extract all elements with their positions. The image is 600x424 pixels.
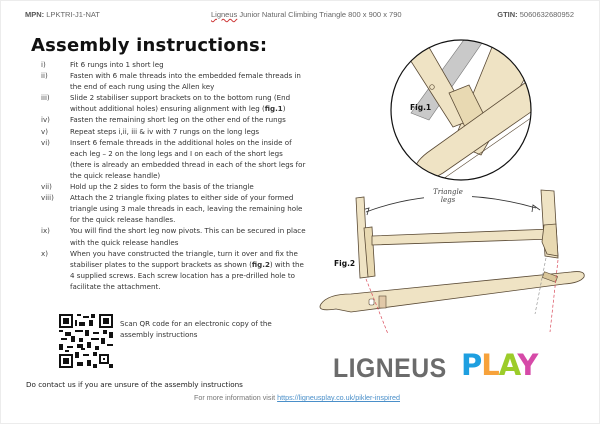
- step-number: iv): [41, 115, 50, 125]
- figure-reference: fig.1: [264, 104, 283, 114]
- step-item: [41, 248, 306, 292]
- step-text: Fasten the remaining short leg on the other end of the rungs: [70, 115, 286, 125]
- step-text: Attach the 2 triangle fixing plates to either side of your formed triangle using 3 male threads in each, leaving the remaining hole for the quick release handles.: [70, 193, 303, 225]
- step-item: [41, 114, 306, 125]
- step-number: vii): [41, 182, 52, 192]
- annotation-line-1: Triangle: [433, 188, 463, 196]
- step-text: Fit 6 rungs into 1 short leg: [70, 60, 164, 69]
- step-text: Insert 6 female threads in the additional holes on the inside of each leg – 2 on the long legs and I on each of the short legs (there is already an embedded thread in each of the short legs for the quick release handle): [70, 137, 306, 180]
- footer-info: [194, 393, 400, 402]
- step-number: iii): [41, 93, 50, 103]
- step-number: ii): [41, 71, 48, 81]
- qr-code-icon[interactable]: [59, 314, 113, 368]
- step-item: [41, 126, 306, 137]
- triangle-legs-annotation: [428, 188, 468, 204]
- step-text-tail: ) with the 4 supplied screws. Each screw location has a pre-drilled hole to facilitate the attachment.: [70, 259, 304, 291]
- step-item: [41, 225, 306, 247]
- footer-prefix: For more information visit: [194, 393, 278, 402]
- figure-2-label: Fig.2: [334, 259, 356, 268]
- annotation-line-2: legs: [440, 196, 456, 204]
- website-link[interactable]: https://ligneusplay.co.uk/pikler-inspired: [277, 393, 400, 402]
- step-number: x): [41, 248, 48, 258]
- contact-note: Do contact us if you are unsure of the assembly instructions: [26, 380, 243, 389]
- figure-1-illustration: [381, 35, 541, 185]
- step-item: [41, 59, 306, 70]
- page-title: Assembly instructions:: [31, 35, 268, 56]
- step-number: viii): [41, 193, 54, 203]
- steps-list: [41, 59, 306, 292]
- gtin-label: GTIN:: [497, 10, 518, 19]
- step-text: Fasten with 6 male threads into the embedded female threads in the end of each rung using the Allen key: [70, 71, 301, 92]
- logo-letter-a: A: [498, 348, 518, 382]
- step-item: [41, 137, 306, 181]
- step-text: When you have constructed the triangle, turn it over and fix the stabiliser plates to the support brackets as shown (: [70, 248, 298, 269]
- step-text: You will find the short leg now pivots. This can be secured in place with the quick release handles: [70, 226, 306, 247]
- step-number: i): [41, 60, 46, 69]
- step-text-tail: ): [282, 104, 286, 114]
- step-item: [41, 92, 306, 114]
- step-number: ix): [41, 226, 50, 236]
- step-text: Hold up the 2 sides to form the basis of the triangle: [70, 182, 254, 192]
- logo-play-text: [461, 348, 537, 382]
- product-name: Junior Natural Climbing Triangle 800 x 900 x 790: [237, 10, 402, 19]
- step-item: [41, 70, 306, 92]
- gtin-value: 5060632680952: [519, 10, 574, 19]
- qr-caption: Scan QR code for an electronic copy of the assembly instructions: [120, 319, 272, 339]
- step-item: [41, 181, 306, 192]
- gtin: [497, 10, 574, 19]
- step-text: Slide 2 stabiliser support brackets on to the bottom rung (End without additional holes) ensuring alignment with leg (: [70, 93, 291, 114]
- step-number: vi): [41, 137, 50, 147]
- mpn-value: LPKTRI-J1-NAT: [46, 10, 100, 19]
- product-brand: Ligneus: [211, 10, 238, 19]
- step-item: [41, 192, 306, 225]
- logo-letter-p: P: [461, 348, 482, 382]
- product-title: [211, 10, 402, 19]
- logo-brand-text: LIGNEUS: [333, 353, 447, 383]
- step-text: Repeat steps i,ii, iii & iv with 7 rungs on the long legs: [70, 126, 260, 136]
- logo-letter-l: L: [481, 348, 499, 382]
- figure-reference: fig.2: [251, 259, 270, 269]
- figure-1-label: Fig.1: [410, 103, 432, 112]
- mpn: [25, 10, 100, 19]
- step-number: v): [41, 126, 48, 136]
- logo-letter-y: Y: [517, 348, 538, 382]
- mpn-label: MPN:: [25, 10, 45, 19]
